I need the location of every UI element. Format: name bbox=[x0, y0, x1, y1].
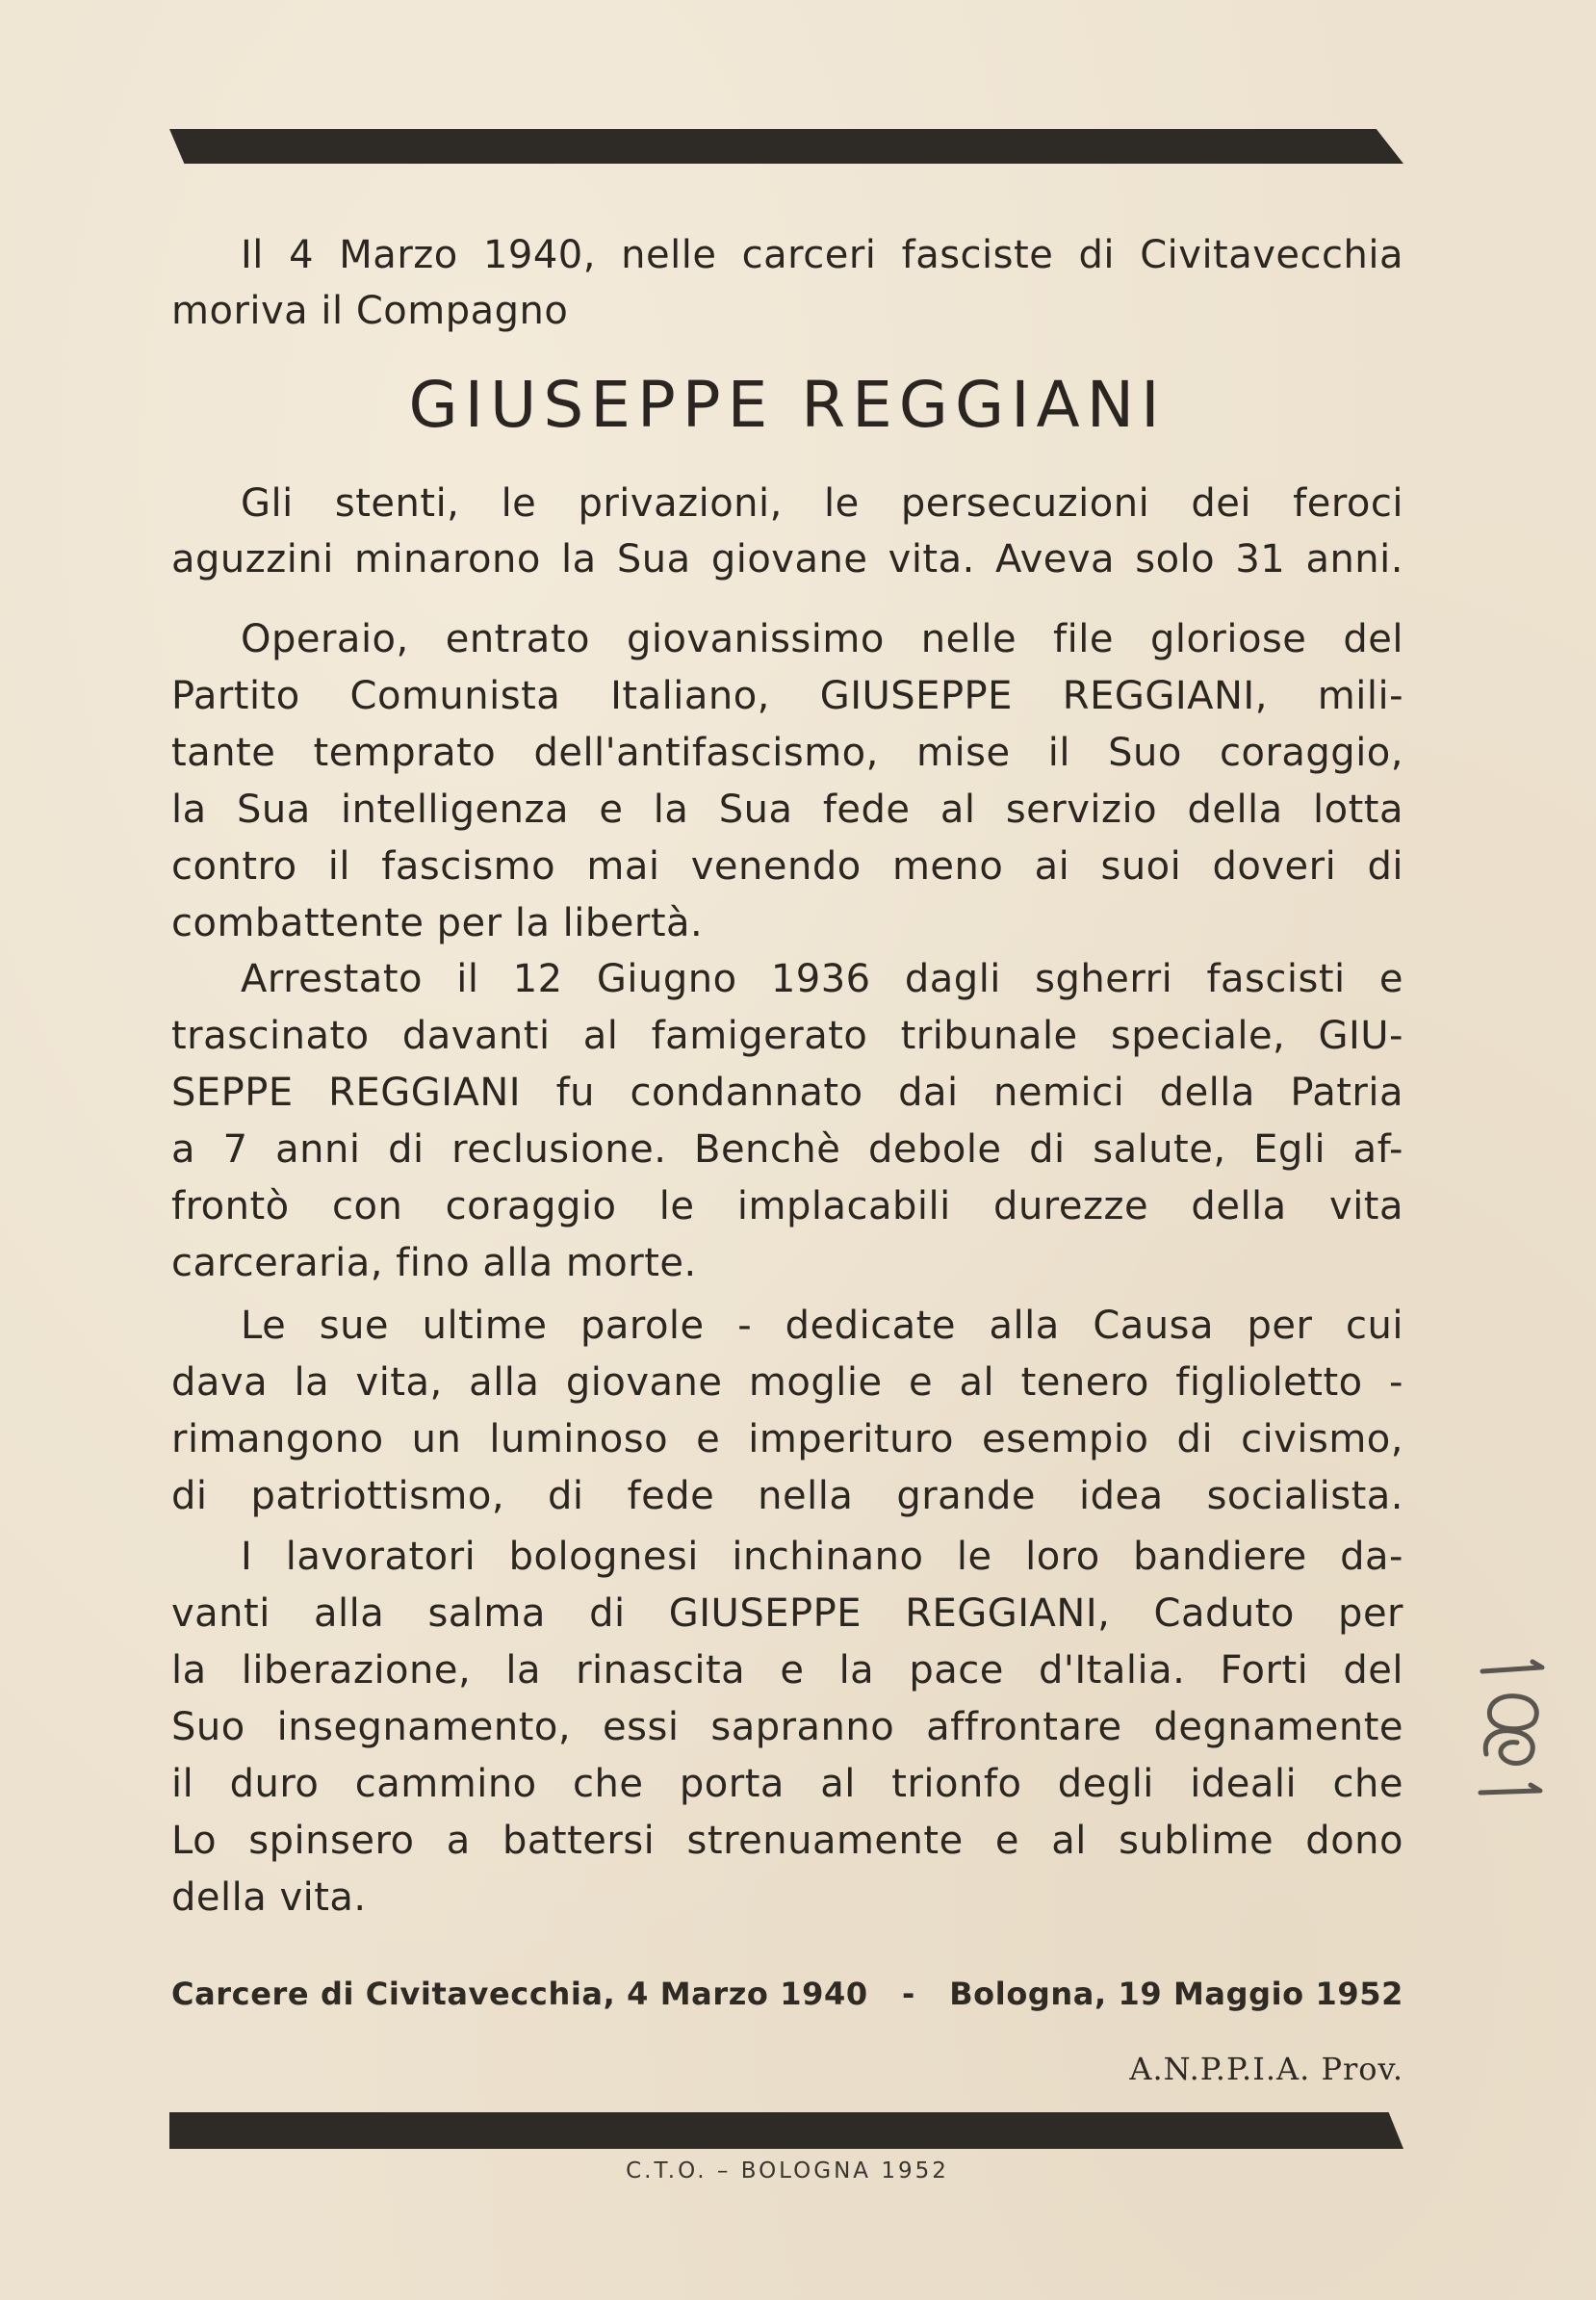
paragraph-line: frontò con coraggio le implacabili durezze della vita bbox=[171, 1184, 1403, 1228]
place-date-line bbox=[171, 1970, 1403, 2018]
paragraph-line: Lo spinsero a battersi strenuamente e al sublime dono bbox=[171, 1819, 1403, 1863]
place-date-separator: - bbox=[902, 1976, 915, 2012]
paragraph-line: I lavoratori bolognesi inchinano le loro bandiere da- bbox=[241, 1535, 1403, 1579]
paragraph-line: carceraria, fino alla morte. bbox=[171, 1241, 697, 1285]
paragraph-line: Le sue ultime parole - dedicate alla Causa per cui bbox=[241, 1304, 1403, 1348]
paragraph-line: tante temprato dell'antifascismo, mise il Suo coraggio, bbox=[171, 731, 1403, 775]
place-date-right: Bologna, 19 Maggio 1952 bbox=[949, 1976, 1403, 2012]
paragraph-line: la liberazione, la rinascita e la pace d'Italia. Forti del bbox=[171, 1648, 1403, 1693]
paragraph-line: della vita. bbox=[171, 1875, 367, 1920]
paragraph-line: rimangono un luminoso e imperituro esempio di civismo, bbox=[171, 1417, 1403, 1461]
paragraph-line: SEPPE REGGIANI fu condannato dai nemici della Patria bbox=[171, 1071, 1403, 1115]
paragraph-line: vanti alla salma di GIUSEPPE REGGIANI, Caduto per bbox=[171, 1591, 1403, 1636]
bottom-black-rule bbox=[169, 2112, 1403, 2149]
paragraph-line: a 7 anni di reclusione. Benchè debole di salute, Egli af- bbox=[171, 1127, 1403, 1172]
place-date-left: Carcere di Civitavecchia, 4 Marzo 1940 bbox=[171, 1976, 868, 2012]
paragraph-line: Gli stenti, le privazioni, le persecuzioni dei feroci bbox=[241, 481, 1403, 526]
paragraph-line: Suo insegnamento, essi sapranno affrontare degnamente bbox=[171, 1705, 1403, 1749]
paragraph-line: contro il fascismo mai venendo meno ai suoi doveri di bbox=[171, 844, 1403, 889]
top-black-rule bbox=[169, 129, 1403, 164]
deceased-name-heading: GIUSEPPE REGGIANI bbox=[408, 368, 1167, 442]
paragraph-line: Arrestato il 12 Giugno 1936 dagli sgherri fascisti e bbox=[241, 957, 1403, 1001]
paragraph-line: il duro cammino che porta al trionfo degli ideali che bbox=[171, 1762, 1403, 1806]
paragraph-line: dava la vita, alla giovane moglie e al tenero figlioletto - bbox=[171, 1360, 1403, 1405]
paragraph-line: aguzzini minarono la Sua giovane vita. Aveva solo 31 anni. bbox=[171, 537, 1403, 581]
paragraph-line: la Sua intelligenza e la Sua fede al servizio della lotta bbox=[171, 788, 1403, 832]
handwritten-archive-number bbox=[1454, 1648, 1569, 1802]
intro-line: moriva il Compagno bbox=[171, 289, 569, 333]
paragraph-line: combattente per la libertà. bbox=[171, 901, 704, 945]
organization-signature: A.N.P.P.I.A. Prov. bbox=[1129, 2051, 1403, 2087]
intro-line: Il 4 Marzo 1940, nelle carceri fasciste di Civitavecchia bbox=[241, 233, 1403, 277]
paragraph-line: trascinato davanti al famigerato tribunale speciale, GIU- bbox=[171, 1014, 1403, 1058]
paragraph-line: di patriottismo, di fede nella grande idea socialista. bbox=[171, 1474, 1403, 1518]
printer-imprint: C.T.O. – BOLOGNA 1952 bbox=[626, 2158, 949, 2184]
paragraph-line: Partito Comunista Italiano, GIUSEPPE REGGIANI, mili- bbox=[171, 674, 1403, 718]
paragraph-line: Operaio, entrato giovanissimo nelle file gloriose del bbox=[241, 617, 1403, 661]
